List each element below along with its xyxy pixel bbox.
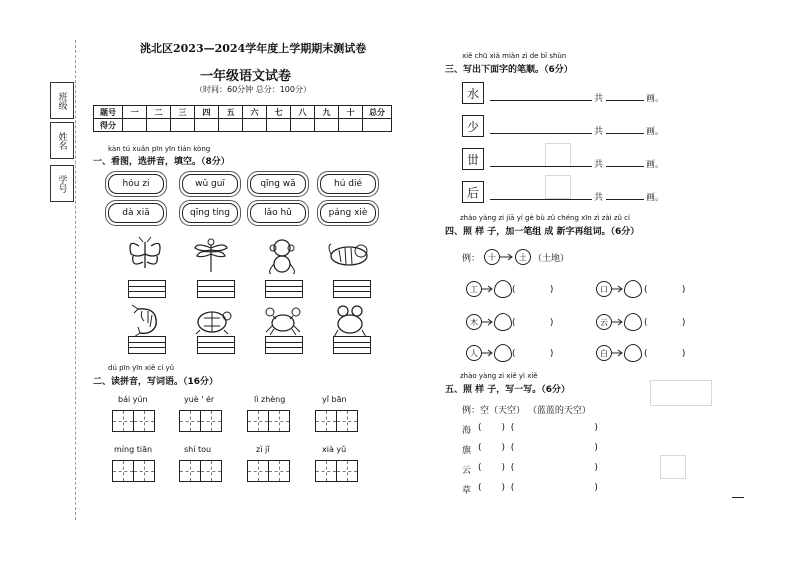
score-blank[interactable] bbox=[171, 119, 195, 132]
stroke-count-blank[interactable] bbox=[606, 166, 644, 167]
arrow-right-icon bbox=[482, 318, 494, 326]
pinyin-cloud bbox=[250, 203, 306, 223]
peach-answer-shape[interactable] bbox=[624, 313, 642, 331]
score-cell: 三 bbox=[171, 106, 195, 119]
word-pinyin: bái yún bbox=[118, 395, 148, 404]
word-pinyin: xià yǔ bbox=[322, 445, 347, 454]
q5-pinyin: zhào yàng zi xiě yì xiě bbox=[460, 372, 538, 380]
peach-answer-shape[interactable] bbox=[624, 280, 642, 298]
bleed-through-mark bbox=[650, 380, 712, 406]
class-box bbox=[50, 82, 74, 119]
score-cell: 七 bbox=[267, 106, 291, 119]
score-blank[interactable] bbox=[291, 119, 315, 132]
word-answer-blank[interactable]: ( ) bbox=[644, 318, 686, 328]
example-result-char: 土 bbox=[515, 249, 531, 265]
word-answer-blank[interactable]: ( ) bbox=[644, 285, 686, 295]
score-blank[interactable] bbox=[267, 119, 291, 132]
source-char: 云 bbox=[596, 314, 612, 330]
page-edge-mark bbox=[732, 497, 744, 498]
arrow-right-icon bbox=[612, 285, 624, 293]
stroke-order-char: 少 bbox=[462, 115, 484, 137]
q4-pinyin: zhào yàng zi jiā yí gè bù zǔ chéng xīn zì zài zǔ cí bbox=[460, 214, 630, 222]
word-answer-blank[interactable]: ( ) bbox=[512, 285, 554, 295]
q5-char: 云 bbox=[462, 466, 472, 476]
bleed-through-mark bbox=[545, 175, 571, 199]
time-note: （时间：60分钟 总分：100分） bbox=[195, 85, 311, 94]
peach-answer-shape[interactable] bbox=[494, 280, 512, 298]
writing-grid-cell[interactable] bbox=[133, 410, 155, 432]
stroke-order-blank[interactable] bbox=[490, 199, 592, 200]
writing-grid-cell[interactable] bbox=[247, 410, 269, 432]
score-cell: 九 bbox=[315, 106, 339, 119]
writing-grid-cell[interactable] bbox=[179, 460, 201, 482]
score-cell: 八 bbox=[291, 106, 315, 119]
stroke-count-blank[interactable] bbox=[606, 199, 644, 200]
score-blank[interactable] bbox=[195, 119, 219, 132]
stroke-count-blank[interactable] bbox=[606, 100, 644, 101]
writing-grid-cell[interactable] bbox=[200, 410, 222, 432]
peach-answer-shape[interactable] bbox=[624, 344, 642, 362]
turtle-picture bbox=[192, 306, 232, 336]
q5-example: 例：空（天空） （蓝蓝的天空） bbox=[462, 406, 591, 416]
word-answer-blank[interactable]: ( ) bbox=[512, 349, 554, 359]
q4-example-word: （土地） bbox=[533, 254, 570, 264]
score-cell: 总分 bbox=[363, 106, 392, 119]
word-answer-blank[interactable]: ( ) bbox=[644, 349, 686, 359]
writing-grid-cell[interactable] bbox=[179, 410, 201, 432]
gong-label: 共 bbox=[594, 127, 604, 137]
hua-label: 画。 bbox=[646, 94, 665, 104]
word-answer-blank[interactable]: ( ) ( ) bbox=[478, 443, 598, 453]
cloud-text: wū guī bbox=[195, 179, 225, 189]
name-box bbox=[50, 122, 74, 159]
pinyin-cloud bbox=[250, 174, 306, 194]
score-table-header-row bbox=[94, 106, 392, 119]
cloud-text: qīng tíng bbox=[190, 208, 230, 218]
name-label: 姓名 bbox=[56, 131, 67, 150]
writing-grid-cell[interactable] bbox=[200, 460, 222, 482]
q3-title: 三、写出下面字的笔顺。（6分） bbox=[445, 65, 573, 75]
score-blank[interactable] bbox=[243, 119, 267, 132]
gong-label: 共 bbox=[594, 160, 604, 170]
butterfly-picture bbox=[125, 236, 165, 272]
peach-answer-shape[interactable] bbox=[494, 344, 512, 362]
number-label: 学号 bbox=[56, 174, 67, 193]
q3-pinyin: xiě chū xià miàn zì de bǐ shùn bbox=[462, 52, 567, 60]
gong-label: 共 bbox=[594, 193, 604, 203]
writing-grid-cell[interactable] bbox=[247, 460, 269, 482]
score-cell: 五 bbox=[219, 106, 243, 119]
q5-char: 草 bbox=[462, 486, 472, 496]
score-cell: 四 bbox=[195, 106, 219, 119]
arrow-right-icon bbox=[482, 285, 494, 293]
score-table bbox=[93, 105, 392, 132]
crab-picture bbox=[264, 306, 302, 336]
q5-title: 五、照 样 子，写一写。（6分） bbox=[445, 385, 571, 395]
cloud-text: páng xiè bbox=[328, 208, 368, 218]
source-char: 木 bbox=[466, 314, 482, 330]
pinyin-writing-lines[interactable] bbox=[265, 336, 303, 354]
example-source-char: 十 bbox=[484, 249, 500, 265]
q1-title: 一、看图，选拼音，填空。（8分） bbox=[93, 157, 230, 167]
stroke-order-char: 后 bbox=[462, 181, 484, 203]
pinyin-writing-lines[interactable] bbox=[333, 280, 371, 298]
score-cell: 二 bbox=[147, 106, 171, 119]
score-blank[interactable] bbox=[147, 119, 171, 132]
gong-label: 共 bbox=[594, 94, 604, 104]
score-cell: 十 bbox=[339, 106, 363, 119]
binding-line bbox=[75, 40, 76, 520]
writing-grid-cell[interactable] bbox=[315, 410, 337, 432]
word-answer-blank[interactable]: ( ) ( ) bbox=[478, 423, 598, 433]
word-answer-blank[interactable]: ( ) ( ) bbox=[478, 463, 598, 473]
score-cell: 得分 bbox=[94, 119, 123, 132]
q4-title: 四、照 样 子，加一笔组 成 新字再组词。（6分） bbox=[445, 227, 640, 237]
source-char: 人 bbox=[466, 345, 482, 361]
word-pinyin: lì zhèng bbox=[254, 395, 286, 404]
hua-label: 画。 bbox=[646, 193, 665, 203]
stroke-order-blank[interactable] bbox=[490, 133, 592, 134]
pinyin-cloud bbox=[320, 174, 376, 194]
source-char: 白 bbox=[596, 345, 612, 361]
pinyin-writing-lines[interactable] bbox=[197, 280, 235, 298]
q2-title: 二、读拼音，写词语。（16分） bbox=[93, 377, 219, 387]
cloud-text: dà xiā bbox=[122, 208, 150, 218]
stroke-order-blank[interactable] bbox=[490, 166, 592, 167]
source-char: 口 bbox=[596, 281, 612, 297]
arrow-right-icon bbox=[482, 349, 494, 357]
score-blank[interactable] bbox=[339, 119, 363, 132]
word-answer-blank[interactable]: ( ) ( ) bbox=[478, 483, 598, 493]
pinyin-cloud bbox=[108, 174, 164, 194]
pinyin-writing-lines[interactable] bbox=[333, 336, 371, 354]
arrow-right-icon bbox=[500, 253, 514, 261]
tiger-picture bbox=[327, 240, 371, 268]
class-label: 班级 bbox=[56, 91, 67, 110]
cloud-text: lǎo hǔ bbox=[264, 208, 292, 218]
score-blank[interactable] bbox=[123, 119, 147, 132]
number-box bbox=[50, 165, 74, 202]
writing-grid-cell[interactable] bbox=[336, 460, 358, 482]
pinyin-cloud bbox=[182, 203, 238, 223]
writing-grid-cell[interactable] bbox=[133, 460, 155, 482]
cloud-text: hóu zi bbox=[122, 179, 150, 189]
writing-grid-cell[interactable] bbox=[112, 460, 134, 482]
bleed-through-mark bbox=[660, 455, 686, 479]
score-table-score-row bbox=[94, 119, 392, 132]
hua-label: 画。 bbox=[646, 160, 665, 170]
pinyin-writing-lines[interactable] bbox=[265, 280, 303, 298]
writing-grid-cell[interactable] bbox=[268, 460, 290, 482]
score-blank[interactable] bbox=[315, 119, 339, 132]
exam-title: 洮北区2023—2024学年度上学期期末测试卷 bbox=[140, 42, 367, 55]
writing-grid-cell[interactable] bbox=[315, 460, 337, 482]
score-cell: 六 bbox=[243, 106, 267, 119]
bleed-through-mark bbox=[545, 143, 571, 167]
hua-label: 画。 bbox=[646, 127, 665, 137]
pinyin-cloud bbox=[108, 203, 164, 223]
q5-char: 海 bbox=[462, 426, 472, 436]
stroke-order-char: 丗 bbox=[462, 148, 484, 170]
arrow-right-icon bbox=[612, 349, 624, 357]
stroke-order-blank[interactable] bbox=[490, 100, 592, 101]
peach-answer-shape[interactable] bbox=[494, 313, 512, 331]
q4-example-label: 例： bbox=[462, 254, 481, 264]
stroke-order-char: 水 bbox=[462, 82, 484, 104]
score-blank[interactable] bbox=[363, 119, 392, 132]
source-char: 工 bbox=[466, 281, 482, 297]
word-pinyin: yuè ' ér bbox=[184, 395, 215, 404]
q1-pinyin: kàn tú xuǎn pīn yīn tián kòng bbox=[108, 145, 211, 153]
word-pinyin: míng tiān bbox=[114, 445, 153, 454]
pinyin-writing-lines[interactable] bbox=[128, 280, 166, 298]
pinyin-writing-lines[interactable] bbox=[128, 336, 166, 354]
q5-char: 旗 bbox=[462, 446, 472, 456]
pinyin-cloud bbox=[182, 174, 238, 194]
frog-picture bbox=[332, 304, 368, 338]
cloud-text: qīng wā bbox=[260, 179, 296, 189]
writing-grid-cell[interactable] bbox=[268, 410, 290, 432]
monkey-picture bbox=[265, 236, 299, 274]
word-pinyin: shí tou bbox=[184, 445, 212, 454]
exam-subtitle: 一年级语文试卷 bbox=[200, 69, 292, 84]
score-blank[interactable] bbox=[219, 119, 243, 132]
pinyin-cloud bbox=[320, 203, 376, 223]
word-answer-blank[interactable]: ( ) bbox=[512, 318, 554, 328]
pinyin-writing-lines[interactable] bbox=[197, 336, 235, 354]
word-pinyin: yǐ bān bbox=[322, 395, 347, 404]
score-cell: 题号 bbox=[94, 106, 123, 119]
word-pinyin: zì jǐ bbox=[256, 445, 270, 454]
writing-grid-cell[interactable] bbox=[112, 410, 134, 432]
q2-pinyin: dú pīn yīn xiě cí yǔ bbox=[108, 364, 175, 372]
arrow-right-icon bbox=[612, 318, 624, 326]
writing-grid-cell[interactable] bbox=[336, 410, 358, 432]
shrimp-picture bbox=[130, 303, 164, 337]
cloud-text: hú dié bbox=[333, 179, 363, 189]
score-cell: 一 bbox=[123, 106, 147, 119]
dragonfly-picture bbox=[193, 236, 229, 274]
stroke-count-blank[interactable] bbox=[606, 133, 644, 134]
